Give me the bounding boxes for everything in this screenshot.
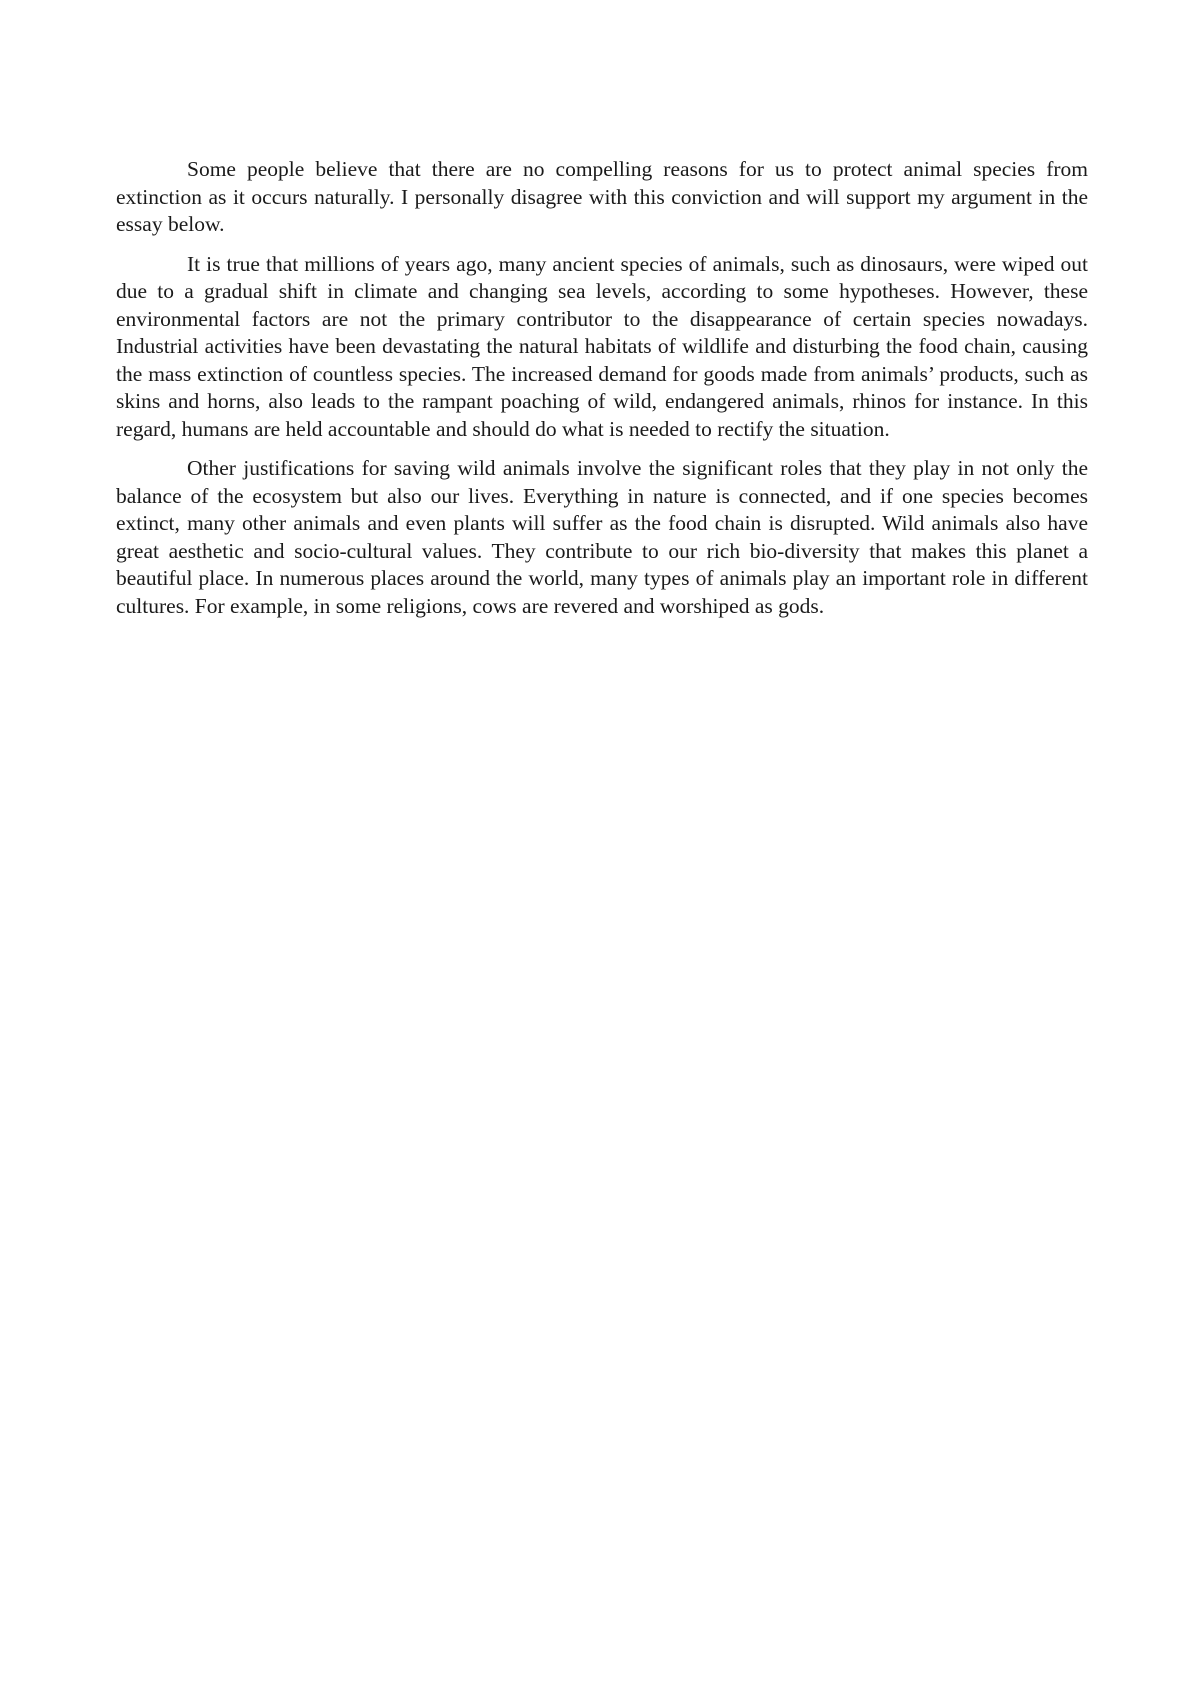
paragraph-introduction: Some people believe that there are no compelling reasons for us to protect animal species from extinction as it occurs naturally. I personally disagree with this conviction and will support my argument in the essay below.: [116, 157, 1088, 236]
paragraph-causes: It is true that millions of years ago, many ancient species of animals, such as dinosaurs, were wiped out due to a gradual shift in climate and changing sea levels, according to some hypotheses. However, these environmental factors are not the primary contributor to the disappearance of certain species nowadays. Industrial activities have been devastating the natural habitats of wildlife and disturbing the food chain, causing the mass extinction of countless species. The increased demand for goods made from animals’ products, such as skins and horns, also leads to the rampant poaching of wild, endangered animals, rhinos for instance. In this regard, humans are held accountable and should do what is needed to rectify the situation.: [116, 251, 1088, 441]
essay-body: [116, 156, 1088, 632]
paragraph-justifications: Other justifications for saving wild animals involve the significant roles that they play in not only the balance of the ecosystem but also our lives. Everything in nature is connected, and if one species becomes extinct, many other animals and even plants will suffer as the food chain is disrupted. Wild animals also have great aesthetic and socio-cultural values. They contribute to our rich bio-diversity that makes this planet a beautiful place. In numerous places around the world, many types of animals play an important role in different cultures. For example, in some religions, cows are revered and worshiped as gods.: [116, 456, 1088, 618]
